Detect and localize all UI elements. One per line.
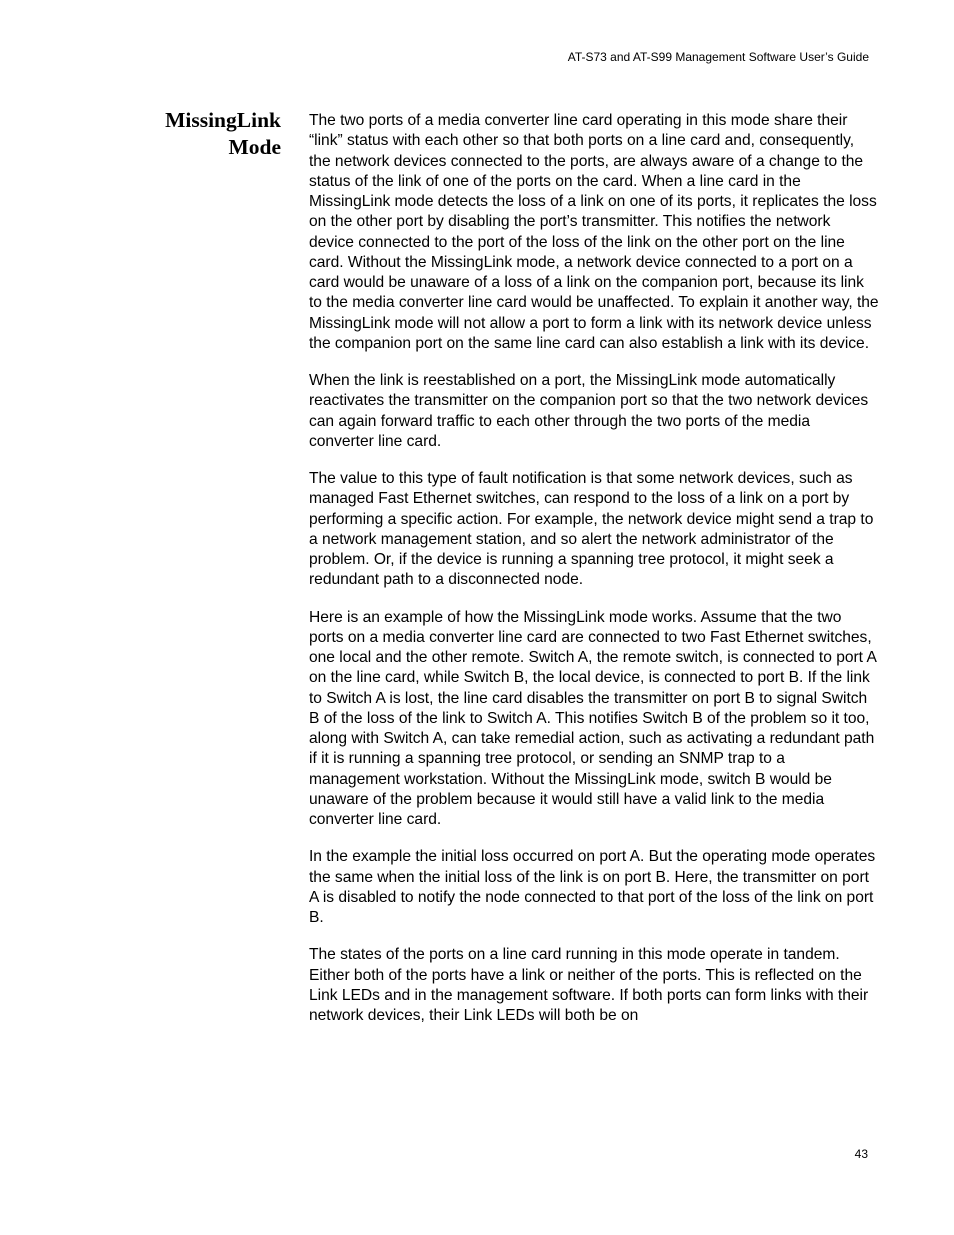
paragraph-4: Here is an example of how the MissingLink mode works. Assume that the two ports on a media converter line card are connected to two Fast Ethernet switches, one local and the other remote. Switch A, the remote switch, is connected to port A on the line card, while Switch B, the local device, is connected to port B. If the link to Switch A is lost, the line card disables the transmitter on port B to signal Switch B of the loss of the link to Switch A. This notifies Switch B of the problem so it too, along with Switch A, can take remedial action, such as activating a redundant path if it is running a spanning tree protocol, or sending an SNMP trap to a management workstation. Without the MissingLink mode, switch B would be unaware of the problem because it would still have a valid link to the media converter line card. (309, 608, 876, 828)
paragraph-5: In the example the initial loss occurred on port A. But the operating mode operates the same when the initial loss of the link is on port B. Here, the transmitter on port A is disabled to notify the node connected to that port of the loss of the link on port B. (309, 848, 876, 926)
body-text (309, 111, 879, 1043)
paragraph-2: When the link is reestablished on a port, the MissingLink mode automatically reactivates the transmitter on the companion port so that the two network devices can again forward traffic to each other through the two ports of the media converter line card. (309, 372, 869, 450)
page-number: 43 (854, 1147, 868, 1161)
section-heading (120, 107, 281, 161)
paragraph-6: The states of the ports on a line card running in this mode operate in tandem. Either both of the ports have a link or neither of the ports. This is reflected on the Link LEDs and in the management software. If both ports can form links with their network devices, their Link LEDs will both be on (309, 946, 869, 1024)
section-heading-line-1: MissingLink (165, 108, 281, 132)
paragraph-1: The two ports of a media converter line card operating in this mode share their “link” status with each other so that both ports on a line card and, consequently, the network devices connected to the ports, are always aware of a change to the status of the link of one of the ports on the card. When a line card in the MissingLink mode detects the loss of a link on one of its ports, it replicates the loss on the other port by disabling the port’s transmitter. This notifies the network device connected to the port of the loss of the link on the other port on the line card. Without the MissingLink mode, a network device connected to a port on a card would be unaware of a loss of a link on the companion port, because its link to the media converter line card would be unaffected. To explain it another way, the MissingLink mode will not allow a port to form a link with its network device unless the companion port on the same line card can also establish a link with its device. (309, 112, 879, 352)
paragraph-3: The value to this type of fault notification is that some network devices, such as managed Fast Ethernet switches, can respond to the loss of a link on a port by performing a specific action. For example, the network device might send a trap to a network management station, and so alert the network administrator of the problem. Or, if the device is running a spanning tree protocol, it might seek a redundant path to a disconnected node. (309, 470, 874, 589)
running-header: AT-S73 and AT-S99 Management Software User’s Guide (567, 50, 869, 64)
section-heading-line-2: Mode (228, 135, 281, 159)
